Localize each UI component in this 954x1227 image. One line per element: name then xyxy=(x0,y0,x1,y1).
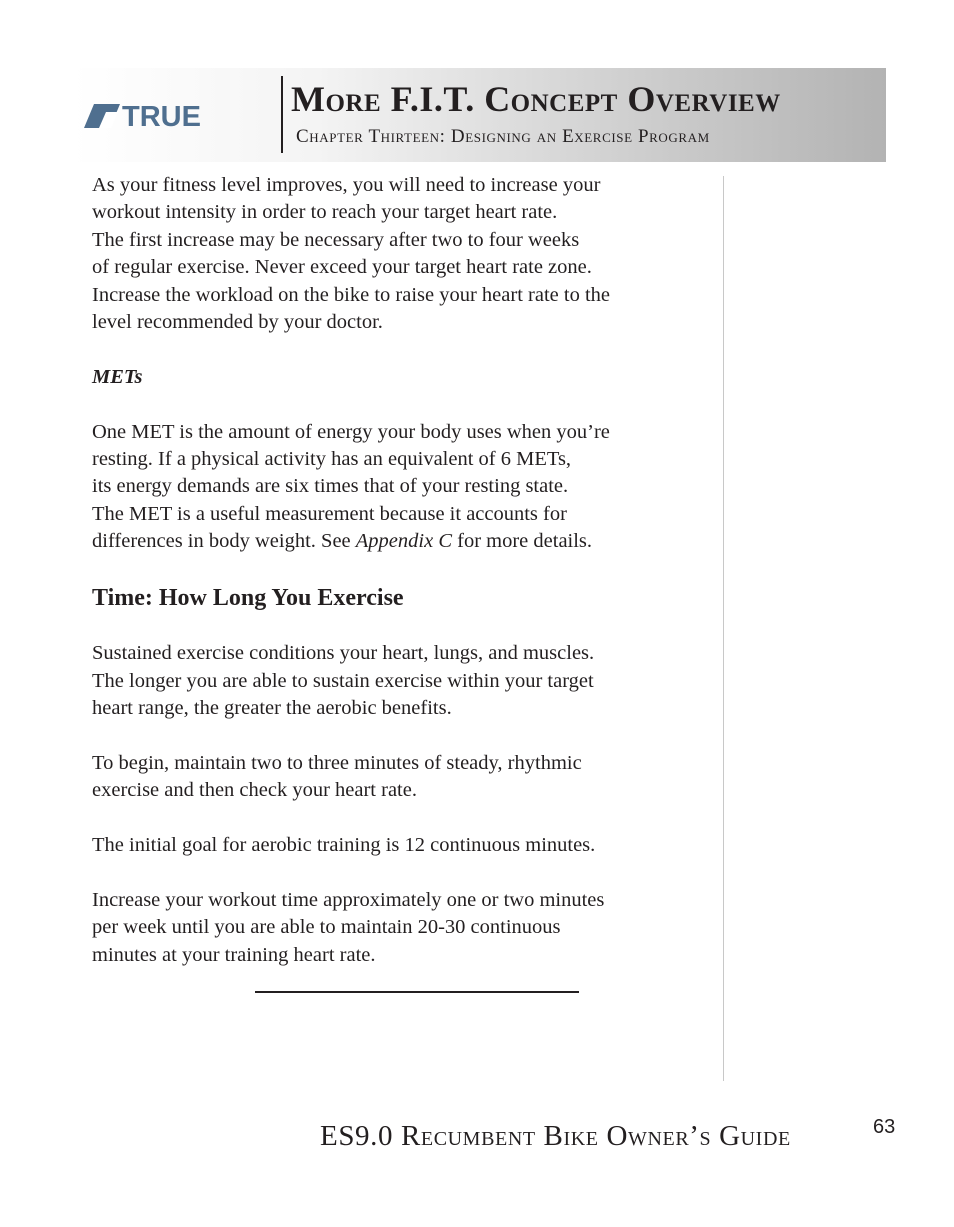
section-end-rule xyxy=(255,991,579,993)
text-line: As your fitness level improves, you will need to increase your xyxy=(92,174,601,196)
text-line: Sustained exercise conditions your heart, lungs, and muscles. xyxy=(92,642,595,665)
text-line: resting. If a physical activity has an equivalent of 6 METs, xyxy=(92,448,572,471)
text-line: of regular exercise. Never exceed your target heart rate zone. xyxy=(92,256,592,279)
text-line: heart range, the greater the aerobic benefits. xyxy=(92,697,452,720)
text-line xyxy=(92,528,712,555)
section-heading-time: Time: How Long You Exercise xyxy=(92,585,404,612)
text-line: To begin, maintain two to three minutes of steady, rhythmic xyxy=(92,752,582,775)
text-line: level recommended by your doctor. xyxy=(92,311,383,334)
text-line: The longer you are able to sustain exercise within your target xyxy=(92,669,594,692)
text-line: workout intensity in order to reach your target heart rate. xyxy=(92,201,558,224)
time-paragraph-4 xyxy=(92,887,712,969)
time-paragraph-3 xyxy=(92,832,712,859)
text-line: per week until you are able to maintain 20-30 continuous xyxy=(92,916,561,939)
text-line: Increase your workout time approximately one or two minutes xyxy=(92,889,605,912)
time-paragraph-1 xyxy=(92,640,712,722)
page-number: 63 xyxy=(873,1116,896,1138)
appendix-reference: Appendix C xyxy=(355,530,452,553)
text-line: The first increase may be necessary after two to four weeks xyxy=(92,228,580,251)
text-line: minutes at your training heart rate. xyxy=(92,943,376,966)
mets-heading: METs xyxy=(92,365,143,388)
text-line: The MET is a useful measurement because it accounts for xyxy=(92,502,567,525)
text-line: exercise and then check your heart rate. xyxy=(92,779,417,802)
page-title: More F.I.T. Concept Overview xyxy=(291,79,781,119)
text-line: Increase the workload on the bike to raise your heart rate to the xyxy=(92,283,610,306)
chapter-subtitle: Chapter Thirteen: Designing an Exercise Program xyxy=(296,126,710,147)
footer-guide-title: ES9.0 Recumbent Bike Owner’s Guide xyxy=(320,1120,791,1152)
text-line: The initial goal for aerobic training is 12 continuous minutes. xyxy=(92,834,596,857)
column-divider xyxy=(723,176,724,1081)
text-line: One MET is the amount of energy your body uses when you’re xyxy=(92,420,610,443)
text-line: its energy demands are six times that of your resting state. xyxy=(92,475,569,498)
text-fragment: differences in body weight. See xyxy=(92,530,356,553)
main-content xyxy=(92,172,712,969)
true-logo xyxy=(84,102,252,128)
text-fragment: for more details. xyxy=(452,530,593,553)
time-paragraph-2 xyxy=(92,750,712,805)
logo-text: TRUE xyxy=(122,102,201,128)
header-divider xyxy=(281,76,283,153)
intro-paragraph xyxy=(92,172,712,336)
mets-paragraph xyxy=(92,419,712,556)
